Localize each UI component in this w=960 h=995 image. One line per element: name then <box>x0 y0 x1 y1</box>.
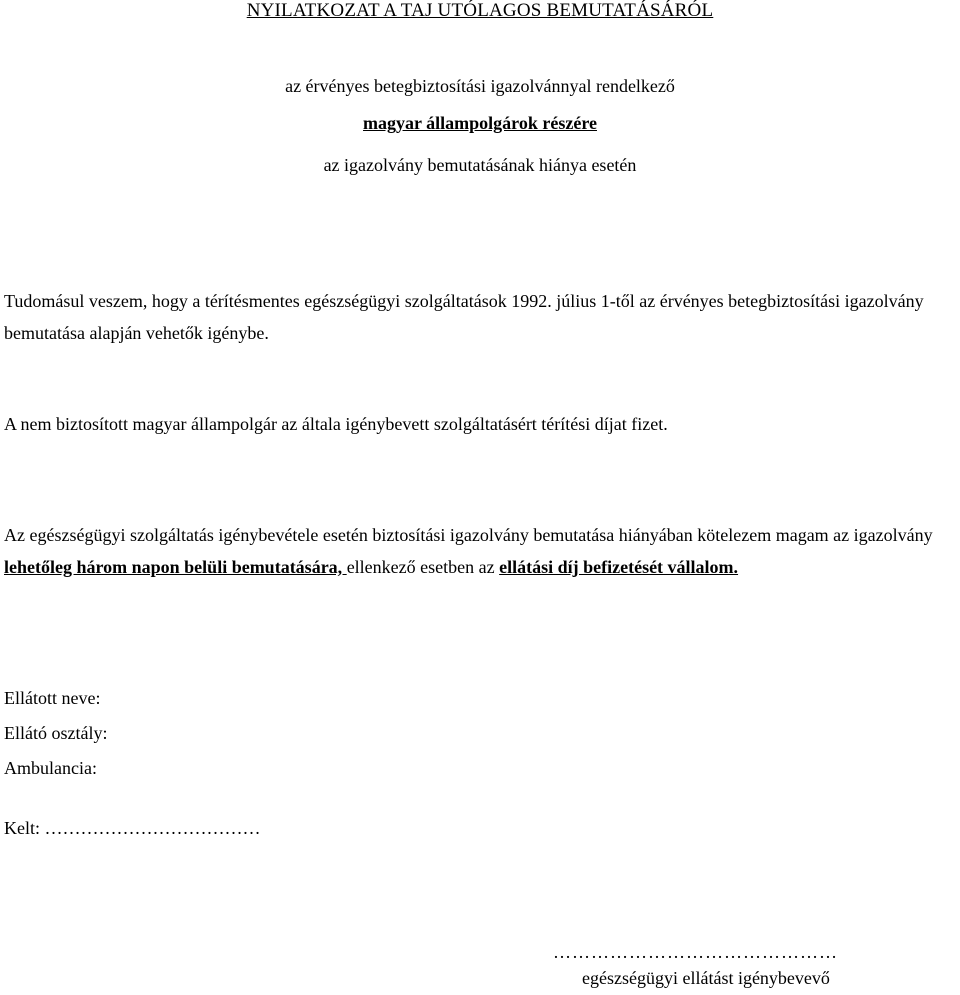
document-title: NYILATKOZAT A TAJ UTÓLAGOS BEMUTATÁSÁRÓL <box>246 0 714 21</box>
signature-label: egészségügyi ellátást igénybevevő <box>582 968 830 988</box>
patient-name-label: Ellátott neve: <box>4 688 101 708</box>
signature-line: ……………………………………… <box>553 942 838 962</box>
paragraph-commitment <box>4 519 956 583</box>
subtitle-line-1: az érvényes betegbiztosítási igazolvánnyal rendelkező <box>285 76 675 96</box>
paragraph-acknowledgement: Tudomásul veszem, hogy a térítésmentes egészségügyi szolgáltatások 1992. július 1-től az érvényes betegbiztosítási igazolvány bemutatása alapján vehetők igénybe. <box>4 291 924 343</box>
subtitle-line-2: magyar állampolgárok részére <box>363 113 597 133</box>
department-label: Ellátó osztály: <box>4 723 108 743</box>
commitment-text-2: ellenkező esetben az <box>346 557 500 577</box>
date-line: Kelt: ……………………………… <box>4 818 261 838</box>
paragraph-fee-notice: A nem biztosított magyar állampolgár az általa igénybevett szolgáltatásért térítési díjat fizet. <box>4 414 668 434</box>
commitment-underlined-1: lehetőleg három napon belüli bemutatására, <box>4 557 347 577</box>
commitment-underlined-2: ellátási díj befizetését vállalom. <box>499 557 739 577</box>
outpatient-label: Ambulancia: <box>4 758 97 778</box>
commitment-text-1: Az egészségügyi szolgáltatás igénybevétele esetén biztosítási igazolvány bemutatása hiányában kötelezem magam az igazolvány <box>4 525 933 545</box>
subtitle-line-3: az igazolvány bemutatásának hiánya esetén <box>323 155 637 175</box>
